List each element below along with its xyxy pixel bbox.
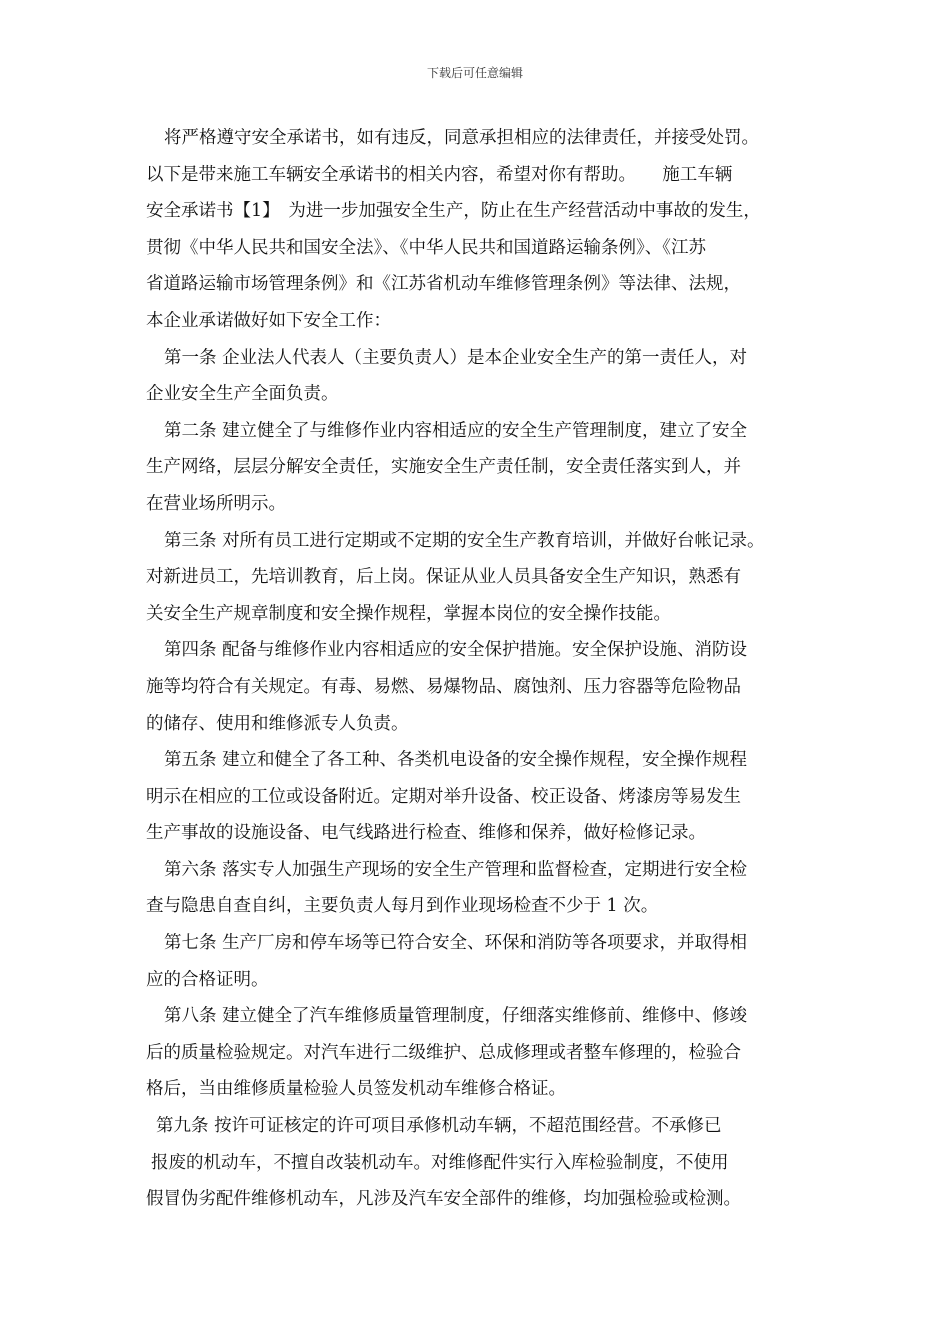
text-line: 第九条 按许可证核定的许可项目承修机动车辆，不超范围经营。不承修已 xyxy=(156,1116,722,1137)
text-line: 施等均符合有关规定。有毒、易燃、易爆物品、腐蚀剂、压力容器等危险物品 xyxy=(146,676,741,697)
page-header: 下载后可任意编辑 xyxy=(426,66,523,80)
text-line: 第二条 建立健全了与维修作业内容相适应的安全生产管理制度，建立了安全 xyxy=(164,420,748,441)
text-line: 后的质量检验规定。对汽车进行二级维护、总成修理或者整车修理的，检验合 xyxy=(146,1042,741,1063)
text-line: 将严格遵守安全承诺书，如有违反，同意承担相应的法律责任，并接受处罚。 xyxy=(164,128,759,148)
text-line: 第七条 生产厂房和停车场等已符合安全、环保和消防等各项要求，并取得相 xyxy=(164,933,748,954)
document-body xyxy=(146,120,814,1218)
text-line: 第五条 建立和健全了各工种、各类机电设备的安全操作规程，安全操作规程 xyxy=(164,750,748,771)
text-line: 生产网络，层层分解安全责任，实施安全生产责任制，安全责任落实到人，并 xyxy=(146,457,741,478)
text-line: 第六条 落实专人加强生产现场的安全生产管理和监督检查，定期进行安全检 xyxy=(164,859,748,880)
text-line: 报废的机动车，不擅自改装机动车。对维修配件实行入库检验制度，不使用 xyxy=(151,1152,729,1173)
text-line: 在营业场所明示。 xyxy=(146,493,286,514)
text-line: 安全承诺书【1】 为进一步加强安全生产，防止在生产经营活动中事故的发生， xyxy=(146,201,761,222)
text-line: 第四条 配备与维修作业内容相适应的安全保护措施。安全保护设施、消防设 xyxy=(164,640,748,661)
text-line: 查与隐患自查自纠，主要负责人每月到作业现场检查不少于 1 次。 xyxy=(146,896,659,917)
text-line: 对新进员工，先培训教育，后上岗。保证从业人员具备安全生产知识，熟悉有 xyxy=(146,567,741,588)
text-line: 明示在相应的工位或设备附近。定期对举升设备、校正设备、烤漆房等易发生 xyxy=(146,786,741,807)
text-line: 关安全生产规章制度和安全操作规程，掌握本岗位的安全操作技能。 xyxy=(146,603,671,624)
text-line: 省道路运输市场管理条例》和《江苏省机动车维修管理条例》等法律、法规， xyxy=(146,274,741,295)
text-line: 第八条 建立健全了汽车维修质量管理制度，仔细落实维修前、维修中、修竣 xyxy=(164,1006,748,1027)
text-line: 企业安全生产全面负责。 xyxy=(146,384,339,405)
text-line: 格后，当由维修质量检验人员签发机动车维修合格证。 xyxy=(146,1079,566,1100)
text-line: 第三条 对所有员工进行定期或不定期的安全生产教育培训，并做好台帐记录。 xyxy=(164,530,765,551)
text-line: 本企业承诺做好如下安全工作： xyxy=(146,310,391,331)
text-line: 生产事故的设施设备、电气线路进行检查、维修和保养，做好检修记录。 xyxy=(146,823,706,844)
text-line: 应的合格证明。 xyxy=(146,969,269,990)
text-line: 贯彻《中华人民共和国安全法》、《中华人民共和国道路运输条例》、《江苏 xyxy=(146,237,706,258)
text-line: 以下是带来施工车辆安全承诺书的相关内容，希望对你有帮助。 施工车辆 xyxy=(146,164,733,185)
text-line: 假冒伪劣配件维修机动车，凡涉及汽车安全部件的维修，均加强检验或检测。 xyxy=(146,1189,741,1210)
text-line: 的储存、使用和维修派专人负责。 xyxy=(146,713,409,734)
text-line: 第一条 企业法人代表人（主要负责人）是本企业安全生产的第一责任人，对 xyxy=(164,347,748,368)
